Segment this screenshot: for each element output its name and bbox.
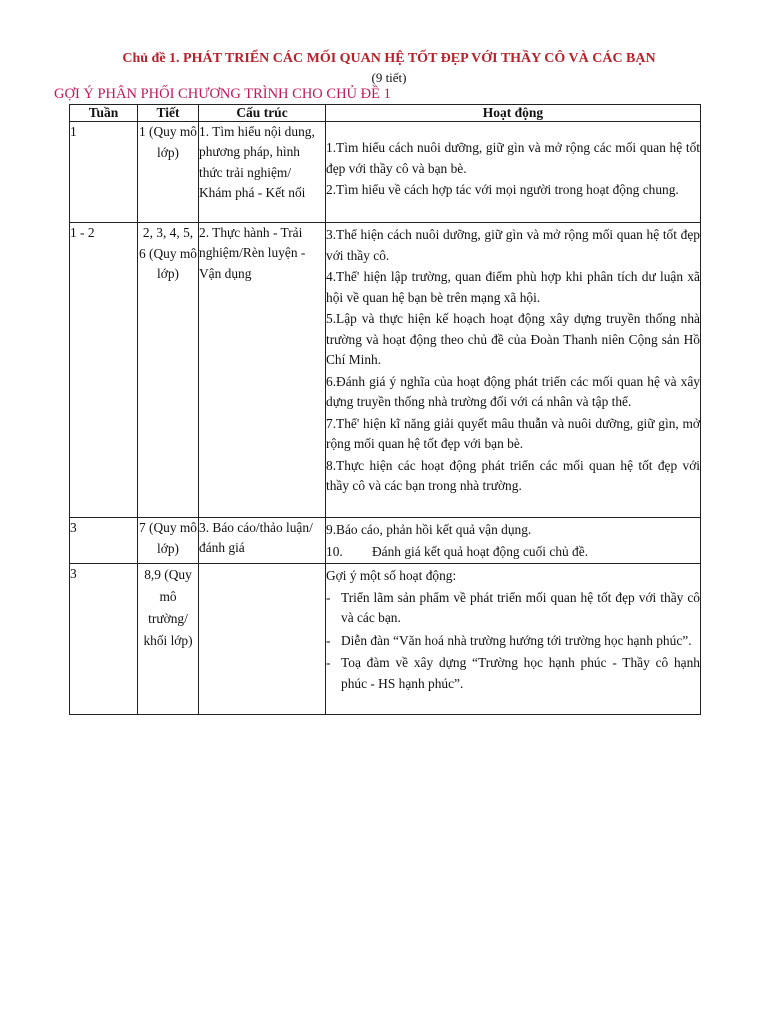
dash-bullet: - bbox=[326, 632, 331, 648]
activities-intro: Gợi ý một số hoạt động: bbox=[326, 568, 457, 583]
document-title: Chủ đề 1. PHÁT TRIỂN CÁC MỐI QUAN HỆ TỐT ĐẸP VỚI THẦY CÔ VÀ CÁC BẠN bbox=[122, 51, 656, 66]
activity-item bbox=[326, 542, 700, 563]
bullet-text: Triển lãm sản phẩm về phát triển mối quan hệ tốt đẹp với thầy cô và các bạn. bbox=[341, 589, 700, 625]
period-cell: 2, 3, 4, 5, 6 (Quy mô lớp) bbox=[138, 223, 199, 518]
activities-cell bbox=[326, 122, 701, 223]
structure-cell bbox=[199, 564, 326, 715]
table-row bbox=[70, 518, 701, 564]
activity-item: 3.Thể hiện cách nuôi dưỡng, giữ gìn và mở rộng mối quan hệ tốt đẹp với thầy cô. bbox=[326, 227, 700, 263]
activity-item: 1.Tìm hiểu cách nuôi dưỡng, giữ gìn và mở rộng các mối quan hệ tốt đẹp với thầy cô và bạn bè. bbox=[326, 140, 700, 176]
week-cell: 3 bbox=[70, 564, 138, 715]
activity-item: 6.Đánh giá ý nghĩa của hoạt động phát triển các mối quan hệ và xây dựng truyền thống nhà trường đối với cá nhân và tập thể. bbox=[326, 373, 700, 409]
document-subtitle: (9 tiết) bbox=[371, 70, 407, 85]
bullet-text: Diễn đàn “Văn hoá nhà trường hướng tới trường học hạnh phúc”. bbox=[341, 632, 692, 648]
week-cell: 1 bbox=[70, 122, 138, 223]
activity-text: Đánh giá kết quả hoạt động cuối chủ đề. bbox=[372, 543, 589, 559]
bullet-item bbox=[326, 653, 700, 694]
header-activities: Hoạt động bbox=[326, 105, 701, 122]
table-row bbox=[70, 223, 701, 518]
period-cell: 1 (Quy mô lớp) bbox=[138, 122, 199, 223]
period-cell: 8,9 (Quy mô trường/ khối lớp) bbox=[138, 564, 199, 715]
header-period: Tiết bbox=[138, 105, 199, 122]
activities-cell bbox=[326, 564, 701, 715]
activity-item: 4.Thể' hiện lập trường, quan điểm phù hợp khi phân tích dư luận xã hội về quan hệ bạn bè trên mạng xã hội. bbox=[326, 269, 700, 305]
week-cell: 3 bbox=[70, 518, 138, 564]
header-week: Tuần bbox=[70, 105, 138, 122]
period-cell: 7 (Quy mô lớp) bbox=[138, 518, 199, 564]
header-structure: Cấu trúc bbox=[199, 105, 326, 122]
table-row bbox=[70, 122, 701, 223]
bullet-text: Toạ đàm về xây dựng “Trường học hạnh phúc - Thầy cô hạnh phúc - HS hạnh phúc”. bbox=[341, 655, 700, 691]
week-cell: 1 - 2 bbox=[70, 223, 138, 518]
structure-cell: 2. Thực hành - Trải nghiệm/Rèn luyện - Vận dụng bbox=[199, 223, 326, 518]
activity-item: 9.Báo cáo, phản hồi kết quả vận dụng. bbox=[326, 522, 532, 537]
activity-item: 2.Tìm hiểu về cách hợp tác với mọi người trong hoạt động chung. bbox=[326, 182, 679, 197]
bullet-item bbox=[326, 631, 700, 652]
activity-number: 10. bbox=[326, 543, 343, 559]
bullet-item bbox=[326, 588, 700, 629]
dash-bullet: - bbox=[326, 589, 331, 605]
structure-cell: 1. Tìm hiểu nội dung, phương pháp, hình thức trải nghiệm/ Khám phá - Kết nối bbox=[199, 122, 326, 223]
activity-item: 8.Thực hiện các hoạt động phát triển các mối quan hệ tốt đẹp với thầy cô và các bạn trong nhà trường. bbox=[326, 457, 700, 493]
activities-cell bbox=[326, 518, 701, 564]
activity-item: 7.Thể' hiện kĩ năng giải quyết mâu thuẫn và nuôi dưỡng, giữ gìn, mở rộng mối quan hệ tốt đẹp với bạn bè. bbox=[326, 415, 700, 451]
table-row bbox=[70, 564, 701, 715]
dash-bullet: - bbox=[326, 655, 331, 670]
activities-cell bbox=[326, 223, 701, 518]
section-heading: GỢI Ý PHÂN PHỐI CHƯƠNG TRÌNH CHO CHỦ ĐỀ 1 bbox=[54, 86, 391, 102]
structure-cell: 3. Báo cáo/thảo luận/đánh giá bbox=[199, 518, 326, 564]
program-table bbox=[69, 104, 701, 715]
activity-item: 5.Lập và thực hiện kế hoạch hoạt động xây dựng truyền thống nhà trường và hoạt động theo chủ đề của Đoàn Thanh niên Cộng sản Hồ Chí Minh. bbox=[326, 311, 700, 367]
table-header-row bbox=[70, 105, 701, 122]
